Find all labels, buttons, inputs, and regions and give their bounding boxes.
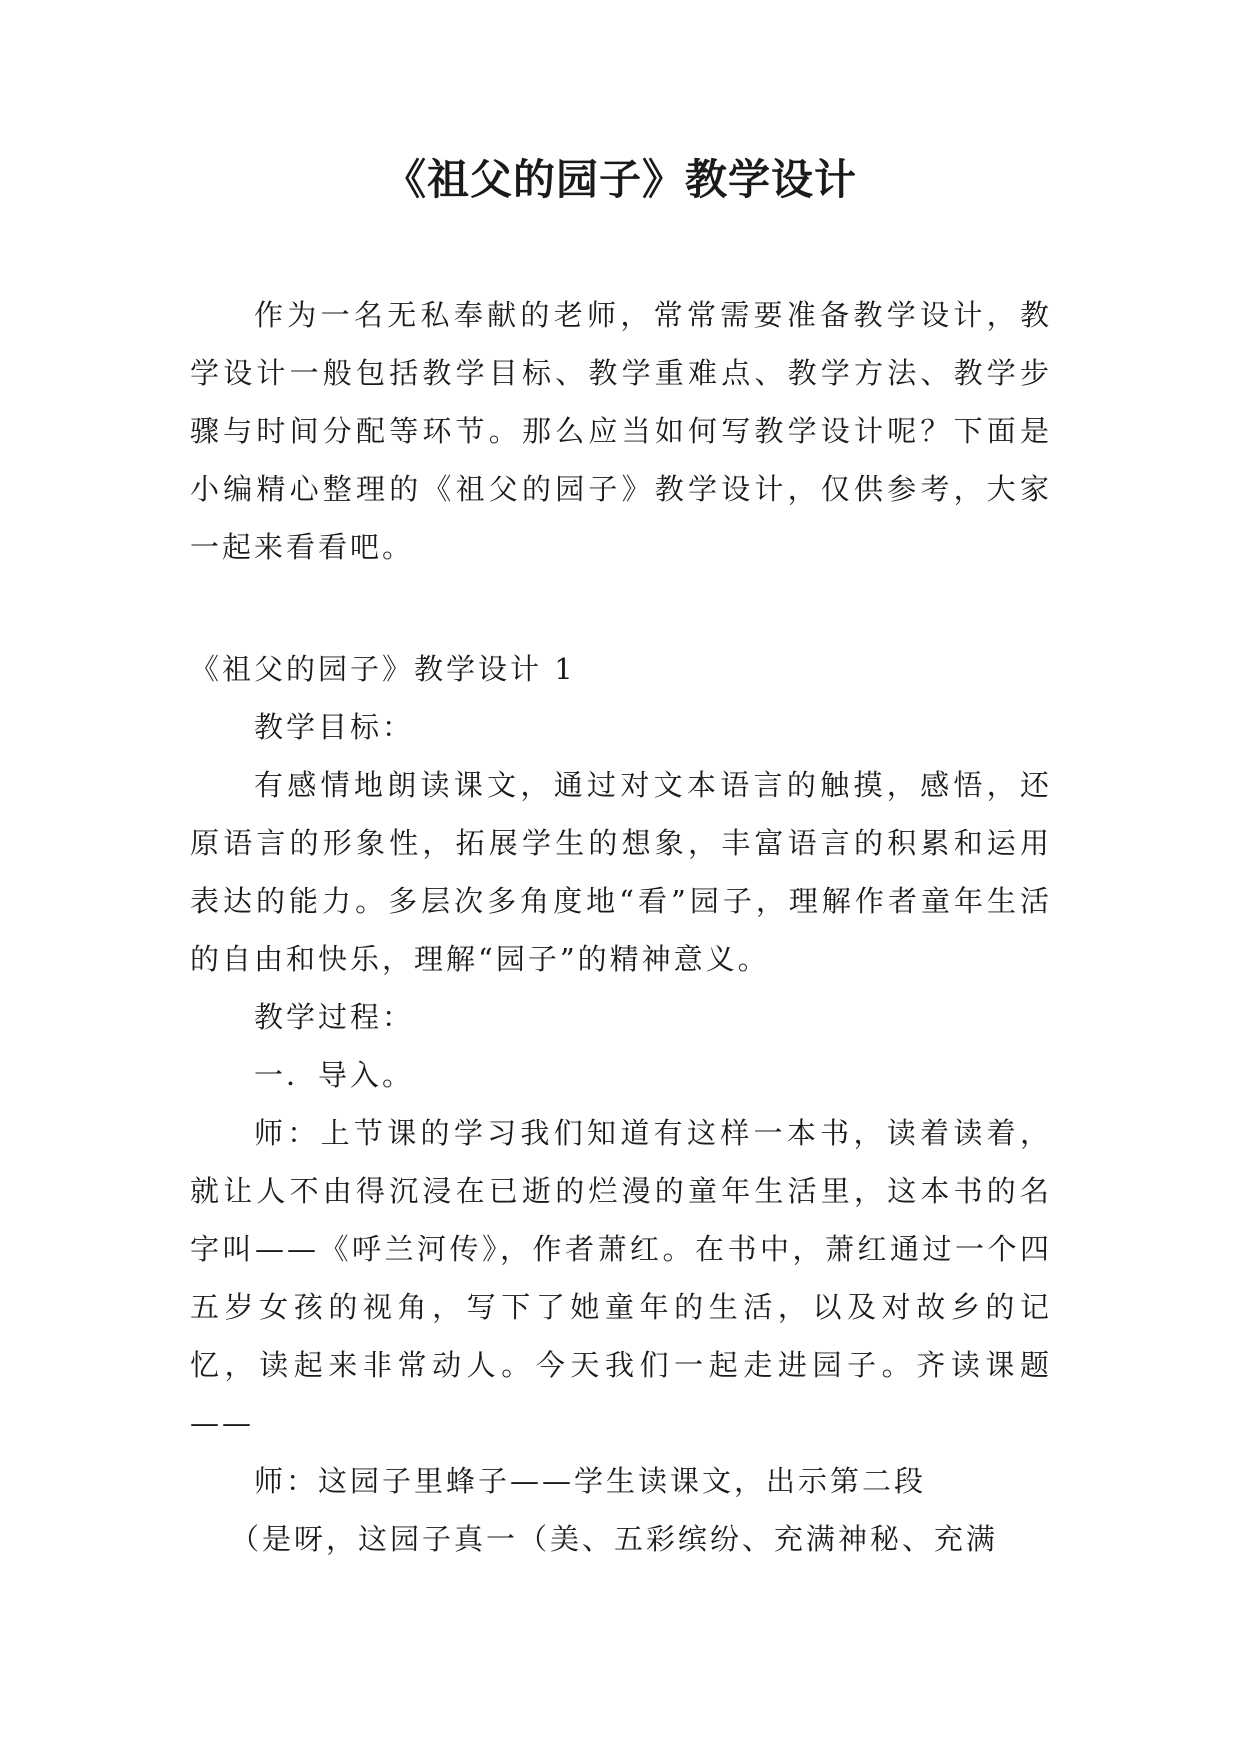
goals-label: 教学目标： bbox=[254, 710, 415, 744]
step-intro-heading: 一．导入。 bbox=[254, 1058, 415, 1092]
intro-paragraph: 作为一名无私奉献的老师，常常需要准备教学设计，教学设计一般包括教学目标、教学重难点、教学方法、教学步骤与时间分配等环节。那么应当如何写教学设计呢？下面是小编精心整理的《祖父的园子》教学设计，仅供参考，大家一起来看看吧。 bbox=[190, 298, 1052, 564]
document-title: 《祖父的园子》教学设计 bbox=[383, 155, 857, 204]
section-heading: 《祖父的园子》教学设计 1 bbox=[190, 652, 576, 686]
teacher-paragraph-2: 师：这园子里蜂子——学生读课文，出示第二段 bbox=[254, 1464, 927, 1498]
section-1 bbox=[190, 640, 1052, 1568]
process-label: 教学过程： bbox=[254, 1000, 415, 1034]
goals-paragraph: 有感情地朗读课文，通过对文本语言的触摸，感悟，还原语言的形象性，拓展学生的想象，丰富语言的积累和运用表达的能力。多层次多角度地“看”园子，理解作者童年生活的自由和快乐，理解“园子”的精神意义。 bbox=[190, 768, 1052, 976]
teacher-paragraph-1: 师：上节课的学习我们知道有这样一本书，读着读着，就让人不由得沉浸在已逝的烂漫的童年生活里，这本书的名字叫——《呼兰河传》，作者萧红。在书中，萧红通过一个四五岁女孩的视角，写下了她童年的生活，以及对故乡的记忆，读起来非常动人。今天我们一起走进园子。齐读课题—— bbox=[190, 1116, 1052, 1440]
parenthetical-paragraph: （是呀，这园子真一（美、五彩缤纷、充满神秘、充满 bbox=[230, 1522, 999, 1556]
